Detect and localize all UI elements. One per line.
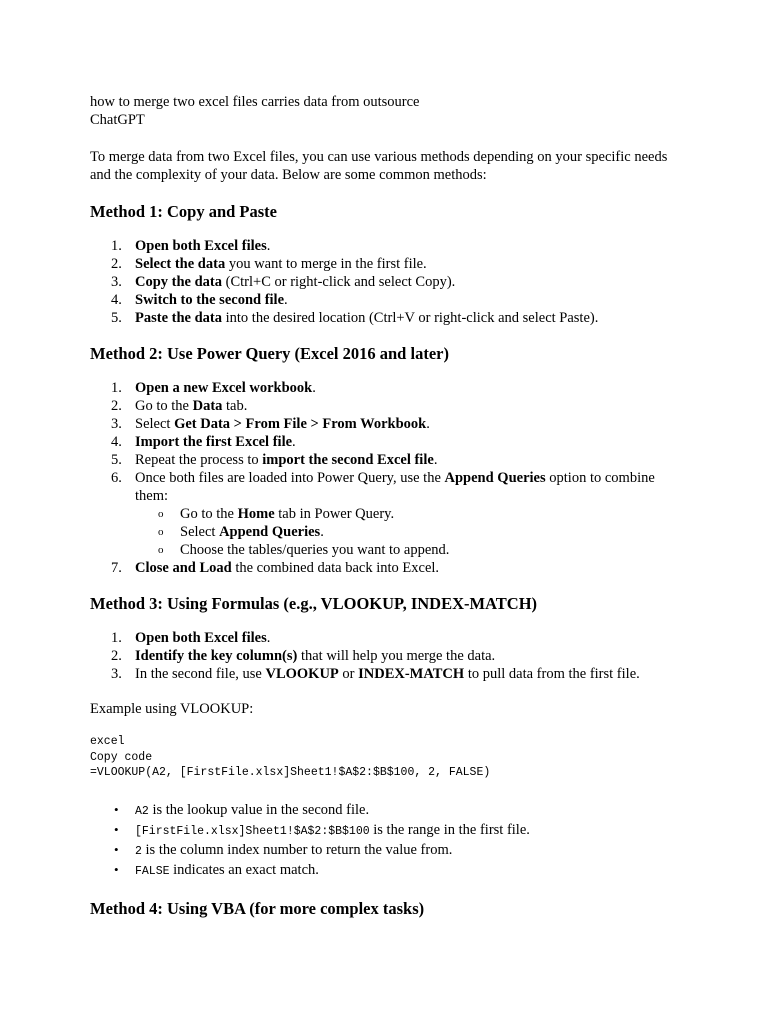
list-item: 4. Import the first Excel file. xyxy=(111,434,296,450)
bullet-icon: • xyxy=(114,801,119,817)
speaker-label: ChatGPT xyxy=(90,112,145,128)
circle-bullet-icon: o xyxy=(158,544,164,556)
list-item: 2. Select the data you want to merge in the first file. xyxy=(111,256,427,272)
code-block xyxy=(90,734,690,781)
list-item: 2. Go to the Data tab. xyxy=(111,398,248,414)
formula-explanation-list xyxy=(90,801,690,881)
list-item: 7. Close and Load the combined data back into Excel. xyxy=(111,560,440,576)
list-item: 2. Identify the key column(s) that will help you merge the data. xyxy=(111,648,496,664)
list-item: 3. In the second file, use VLOOKUP or INDEX-MATCH to pull data from the first file. xyxy=(111,666,640,682)
list-item: • 2 is the column index number to return the value from. xyxy=(114,841,453,858)
bullet-icon: • xyxy=(114,841,119,857)
list-item: • FALSE indicates an exact match. xyxy=(114,861,319,878)
code-formula: =VLOOKUP(A2, [FirstFile.xlsx]Sheet1!$A$2:$B$100, 2, FALSE) xyxy=(90,766,491,779)
method2-list xyxy=(90,379,690,577)
copy-code-button[interactable]: Copy code xyxy=(90,750,153,764)
method2-heading: Method 2: Use Power Query (Excel 2016 and later) xyxy=(90,344,449,363)
sub-list-item: o Go to the Home tab in Power Query. xyxy=(158,506,395,522)
list-item: 4. Switch to the second file. xyxy=(111,292,288,308)
method1-heading: Method 1: Copy and Paste xyxy=(90,202,278,221)
list-item: 6. Once both files are loaded into Power Query, use the Append Queries option to combine them: xyxy=(111,470,655,504)
list-item: 3. Copy the data (Ctrl+C or right-click and select Copy). xyxy=(111,274,456,290)
list-item: 5. Repeat the process to import the second Excel file. xyxy=(111,452,438,468)
question-text: how to merge two excel files carries data from outsource xyxy=(90,94,420,110)
circle-bullet-icon: o xyxy=(158,526,164,538)
method4-heading: Method 4: Using VBA (for more complex tasks) xyxy=(90,898,425,918)
sub-list-item: o Select Append Queries. xyxy=(158,524,324,540)
list-item: 3. Select Get Data > From File > From Workbook. xyxy=(111,416,430,432)
bullet-icon: • xyxy=(114,821,119,837)
sub-list-item: o Choose the tables/queries you want to append. xyxy=(158,542,450,558)
document-page xyxy=(90,93,690,920)
method3-heading: Method 3: Using Formulas (e.g., VLOOKUP, INDEX-MATCH) xyxy=(90,594,538,613)
list-item: 1. Open a new Excel workbook. xyxy=(111,380,316,396)
list-item: • A2 is the lookup value in the second file. xyxy=(114,801,370,818)
circle-bullet-icon: o xyxy=(158,508,164,520)
method1-list xyxy=(90,237,690,327)
bullet-icon: • xyxy=(114,861,119,877)
code-language-label: excel xyxy=(90,735,125,748)
list-item: • [FirstFile.xlsx]Sheet1!$A$2:$B$100 is the range in the first file. xyxy=(114,821,530,838)
example-label: Example using VLOOKUP: xyxy=(90,701,254,717)
list-item: 1. Open both Excel files. xyxy=(111,238,271,254)
method3-list xyxy=(90,629,690,683)
list-item: 5. Paste the data into the desired location (Ctrl+V or right-click and select Paste). xyxy=(111,310,599,326)
list-item: 1. Open both Excel files. xyxy=(111,630,271,646)
intro-paragraph: To merge data from two Excel files, you can use various methods depending on your specific needs and the complexity of your data. Below are some common methods: xyxy=(90,149,668,183)
